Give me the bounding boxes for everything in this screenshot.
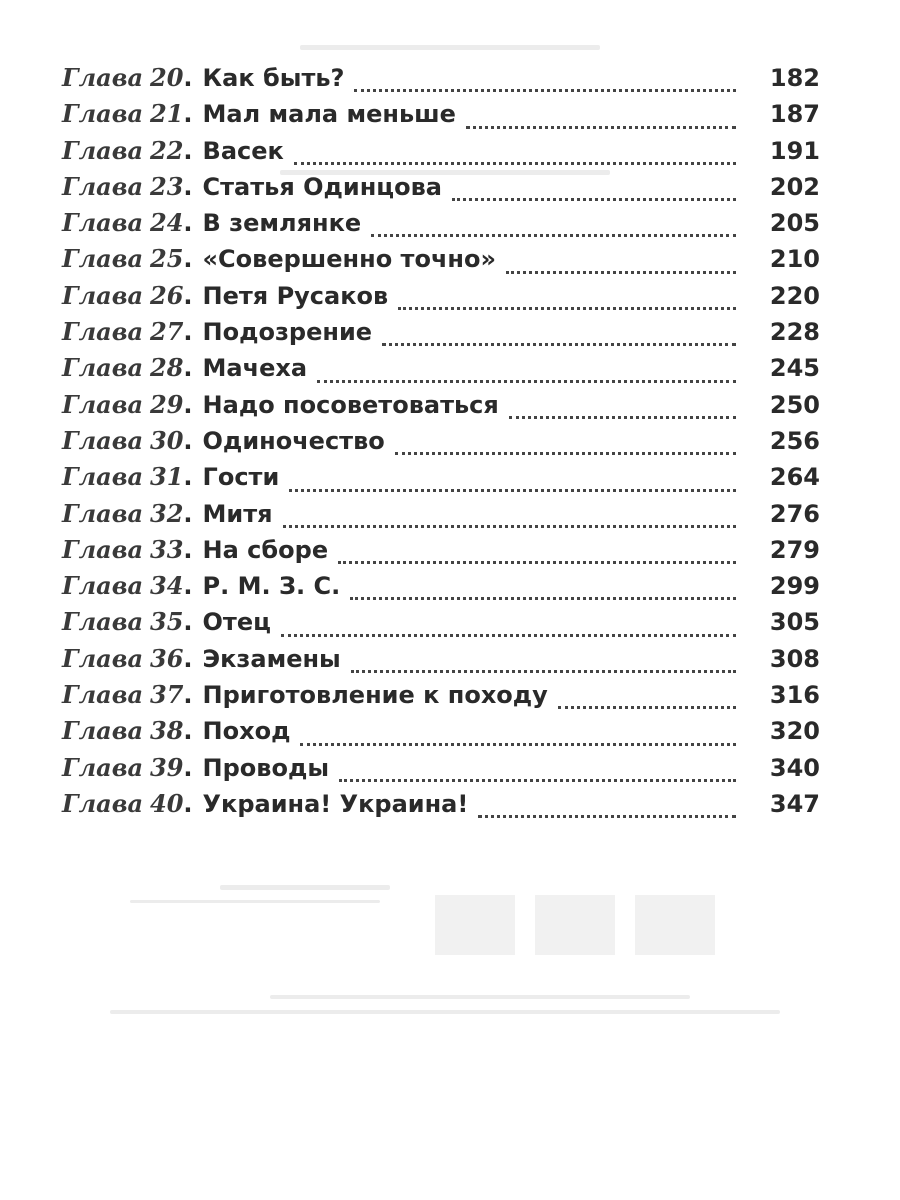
chapter-label: Глава <box>62 425 143 455</box>
chapter-number: 40 <box>150 788 184 818</box>
chapter-separator: . <box>183 644 193 673</box>
table-of-contents <box>62 63 820 825</box>
chapter-label: Глава <box>62 716 143 746</box>
chapter-title: Подозрение <box>202 318 373 347</box>
dot-leader <box>395 452 736 455</box>
page-number: 308 <box>769 644 820 673</box>
toc-entry <box>62 136 820 172</box>
page-number: 256 <box>769 426 820 455</box>
chapter-label: Глава <box>62 353 143 383</box>
chapter-number: 38 <box>150 716 184 746</box>
dot-leader <box>317 380 736 383</box>
chapter-label: Глава <box>62 63 143 92</box>
chapter-label: Глава <box>62 462 143 492</box>
chapter-number: 29 <box>150 389 184 419</box>
page-number: 299 <box>769 572 820 601</box>
page-number: 205 <box>769 209 820 238</box>
chapter-title: Мал мала меньше <box>202 100 456 129</box>
chapter-separator: . <box>183 608 193 637</box>
chapter-label: Глава <box>62 680 143 710</box>
page-number: 187 <box>769 100 820 129</box>
chapter-label: Глава <box>62 317 143 347</box>
toc-entry <box>62 426 820 462</box>
chapter-number: 22 <box>150 135 184 165</box>
chapter-number: 35 <box>150 607 184 637</box>
toc-entry <box>62 716 820 752</box>
toc-entry <box>62 172 820 208</box>
chapter-label: Глава <box>62 534 143 564</box>
bleed-through-mark <box>300 45 600 50</box>
chapter-label: Глава <box>62 135 143 165</box>
chapter-label: Глава <box>62 208 143 238</box>
page-number: 276 <box>769 499 820 528</box>
chapter-number: 23 <box>150 171 184 201</box>
dot-leader <box>339 779 736 782</box>
chapter-number: 37 <box>150 680 184 710</box>
chapter-separator: . <box>183 463 193 492</box>
chapter-title: «Совершенно точно» <box>202 245 497 274</box>
chapter-separator: . <box>183 717 193 746</box>
chapter-title: Украина! Украина! <box>202 789 469 818</box>
page-number: 320 <box>769 717 820 746</box>
chapter-title: Мачеха <box>202 354 308 383</box>
chapter-label: Глава <box>62 571 143 601</box>
chapter-label: Глава <box>62 99 143 129</box>
chapter-separator: . <box>183 753 193 782</box>
toc-entry <box>62 390 820 426</box>
toc-entry <box>62 244 820 280</box>
toc-entry <box>62 499 820 535</box>
chapter-separator: . <box>183 499 193 528</box>
dot-leader <box>478 815 736 818</box>
chapter-separator: . <box>183 318 193 347</box>
chapter-title: Статья Одинцова <box>202 172 442 201</box>
dot-leader <box>351 670 736 673</box>
chapter-title: Васек <box>202 136 284 165</box>
page-number: 279 <box>769 535 820 564</box>
bleed-through-mark <box>635 895 715 955</box>
dot-leader <box>506 271 736 274</box>
chapter-separator: . <box>183 281 193 310</box>
chapter-title: Поход <box>202 717 291 746</box>
chapter-title: Проводы <box>202 753 330 782</box>
chapter-number: 32 <box>150 498 184 528</box>
chapter-separator: . <box>183 789 193 818</box>
toc-entry <box>62 607 820 643</box>
bleed-through-mark <box>535 895 615 955</box>
dot-leader <box>371 234 736 237</box>
page-number: 191 <box>769 136 820 165</box>
dot-leader <box>452 198 736 201</box>
chapter-title: В землянке <box>202 209 362 238</box>
chapter-label: Глава <box>62 752 143 782</box>
dot-leader <box>354 89 736 92</box>
dot-leader <box>281 634 736 637</box>
chapter-number: 30 <box>150 425 184 455</box>
page-number: 340 <box>769 753 820 782</box>
chapter-separator: . <box>183 390 193 419</box>
dot-leader <box>558 706 736 709</box>
dot-leader <box>509 416 736 419</box>
dot-leader <box>382 343 736 346</box>
toc-entry <box>62 317 820 353</box>
page-number: 210 <box>769 245 820 274</box>
page-number: 228 <box>769 318 820 347</box>
dot-leader <box>398 307 736 310</box>
chapter-title: На сборе <box>202 535 329 564</box>
chapter-label: Глава <box>62 643 143 673</box>
bleed-through-mark <box>220 885 390 890</box>
chapter-separator: . <box>183 100 193 129</box>
chapter-label: Глава <box>62 171 143 201</box>
chapter-number: 28 <box>150 353 184 383</box>
chapter-separator: . <box>183 535 193 564</box>
toc-entry <box>62 63 820 99</box>
toc-entry <box>62 644 820 680</box>
chapter-title: Экзамены <box>202 644 341 673</box>
page-number: 305 <box>769 608 820 637</box>
chapter-number: 39 <box>150 752 184 782</box>
page-number: 202 <box>769 172 820 201</box>
chapter-title: Р. М. З. С. <box>202 572 341 601</box>
chapter-label: Глава <box>62 607 143 637</box>
dot-leader <box>283 525 736 528</box>
toc-entry <box>62 571 820 607</box>
chapter-number: 20 <box>150 63 184 92</box>
chapter-separator: . <box>183 172 193 201</box>
chapter-separator: . <box>183 245 193 274</box>
chapter-number: 31 <box>150 462 184 492</box>
chapter-title: Петя Русаков <box>202 281 389 310</box>
toc-entry <box>62 789 820 825</box>
bleed-through-mark <box>270 995 690 999</box>
chapter-label: Глава <box>62 244 143 274</box>
toc-entry <box>62 99 820 135</box>
bleed-through-mark <box>435 895 515 955</box>
chapter-title: Надо посоветоваться <box>202 390 499 419</box>
chapter-separator: . <box>183 136 193 165</box>
toc-entry <box>62 535 820 571</box>
chapter-number: 33 <box>150 534 184 564</box>
chapter-number: 24 <box>150 208 184 238</box>
chapter-number: 27 <box>150 317 184 347</box>
chapter-title: Приготовление к походу <box>202 681 548 710</box>
chapter-number: 21 <box>150 99 184 129</box>
chapter-title: Отец <box>202 608 271 637</box>
chapter-label: Глава <box>62 498 143 528</box>
page-number: 347 <box>769 789 820 818</box>
bleed-through-mark <box>130 900 380 903</box>
toc-entry <box>62 753 820 789</box>
chapter-number: 34 <box>150 571 184 601</box>
chapter-title: Как быть? <box>202 64 345 92</box>
toc-entry <box>62 680 820 716</box>
page-number: 316 <box>769 681 820 710</box>
chapter-separator: . <box>183 426 193 455</box>
chapter-label: Глава <box>62 280 143 310</box>
chapter-separator: . <box>183 64 193 92</box>
chapter-number: 36 <box>150 643 184 673</box>
chapter-separator: . <box>183 681 193 710</box>
page-number: 182 <box>769 64 820 92</box>
page-number: 264 <box>769 463 820 492</box>
chapter-separator: . <box>183 209 193 238</box>
dot-leader <box>466 126 736 129</box>
toc-entry <box>62 281 820 317</box>
chapter-title: Митя <box>202 499 273 528</box>
chapter-number: 26 <box>150 280 184 310</box>
chapter-label: Глава <box>62 389 143 419</box>
dot-leader <box>289 489 736 492</box>
toc-entry <box>62 208 820 244</box>
chapter-separator: . <box>183 572 193 601</box>
chapter-number: 25 <box>150 244 184 274</box>
chapter-label: Глава <box>62 788 143 818</box>
page-number: 250 <box>769 390 820 419</box>
chapter-title: Гости <box>202 463 280 492</box>
bleed-through-mark <box>110 1010 780 1014</box>
dot-leader <box>300 743 736 746</box>
toc-entry <box>62 462 820 498</box>
page-number: 245 <box>769 354 820 383</box>
chapter-title: Одиночество <box>202 426 385 455</box>
dot-leader <box>294 162 736 165</box>
page-number: 220 <box>769 281 820 310</box>
dot-leader <box>338 561 736 564</box>
chapter-separator: . <box>183 354 193 383</box>
toc-entry <box>62 353 820 389</box>
dot-leader <box>350 597 736 600</box>
